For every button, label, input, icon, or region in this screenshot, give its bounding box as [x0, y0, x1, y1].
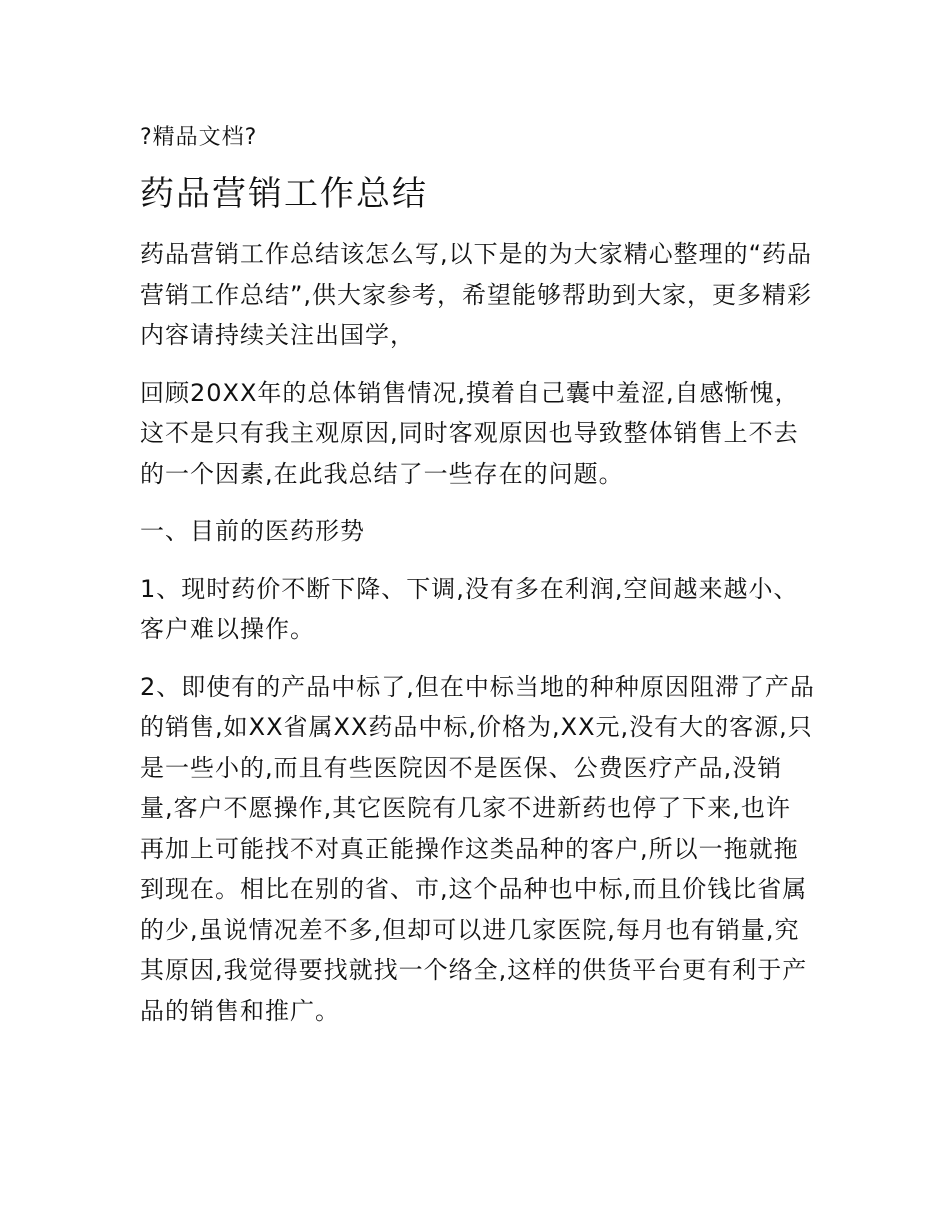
section-heading: 一、目前的医药形势 — [140, 517, 365, 545]
paragraph-review: 回顾20XX年的总体销售情况,摸着自己囊中羞涩,自感惭愧，这不是只有我主观原因,同时客观原因也导致整体销售上不去的一个因素,在此我总结了一些存在的问题。 — [140, 378, 800, 488]
document-title: 药品营销工作总结 — [140, 174, 428, 214]
paragraph-point-2: 2、即使有的产品中标了,但在中标当地的种种原因阻滞了产品的销售,如XX省属XX药品中标,价格为,XX元,没有大的客源,只是一些小的,而且有些医院因不是医保、公费医疗产品,没销量,客户不愿操作,其它医院有几家不进新药也停了下来,也许再加上可能找不对真正能操作这类品种的客户,所以一拖就拖到现在。相比在别的省、市,这个品种也中标,而且价钱比省属的少,虽说情况差不多,但却可以进几家医院,每月也有销量,究其原因,我觉得要找就找一个络全,这样的供货平台更有利于产品的销售和推广。 — [140, 672, 815, 1025]
paragraph-point-1: 1、现时药价不断下降、下调,没有多在利润,空间越来越小、客户难以操作。 — [140, 574, 799, 643]
paragraph-intro: 药品营销工作总结该怎么写,以下是的为大家精心整理的“药品营销工作总结”,供大家参考，希望能够帮助到大家，更多精彩内容请持续关注出国学， — [140, 240, 813, 349]
header-mark: ?精品文档? — [140, 125, 258, 150]
document-page — [140, 118, 815, 1048]
